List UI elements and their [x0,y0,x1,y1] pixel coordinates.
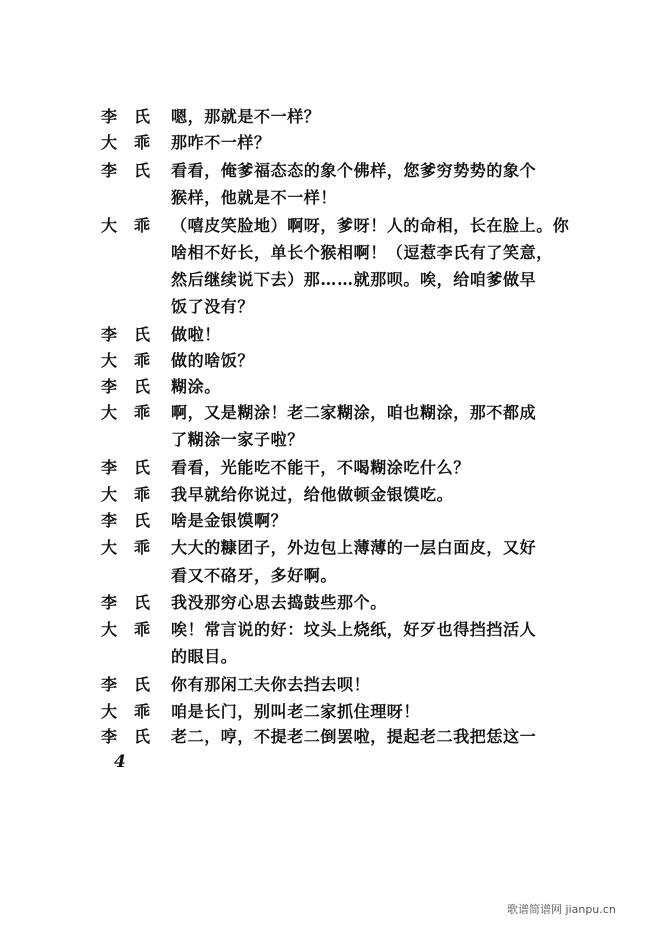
dialogue-line: 大 乖 啊，又是糊涂！老二家糊涂，咱也糊涂，那不都成 [0,398,655,428]
dialogue-continuation [0,292,655,322]
dialogue-line: 李 氏 嗯，那就是不一样？ [0,102,655,132]
dialogue-text: 看又不硌牙，多好啊。 [171,566,338,585]
dialogue-text: 猴样，他就是不一样！ [171,188,338,207]
dialogue-line: 李 氏 做啦！ [0,320,655,350]
dialogue-line: 大 乖 那咋不一样？ [0,128,655,158]
dialogue-continuation [0,265,655,295]
dialogue-continuation [0,642,655,672]
dialogue-continuation [0,425,655,455]
dialogue-line: 大 乖 唉！常言说的好：坟头上烧纸，好歹也得挡挡活人 [0,615,655,645]
dialogue-line: 大 乖 （嘻皮笑脸地）啊呀，爹呀！人的命相，长在脸上。你 [0,211,655,241]
dialogue-text: 的眼目。 [171,647,238,666]
dialogue-text: 你有那闲工夫你去挡去呗！ [171,675,371,694]
dialogue-text: 嗯，那就是不一样？ [171,107,321,126]
dialogue-text: 啥相不好长，单长个猴相啊！（逗惹李氏有了笑意， [171,243,553,262]
dialogue-text: 做的啥饭？ [171,351,255,370]
dialogue-continuation [0,561,655,591]
dialogue-continuation [0,183,655,213]
dialogue-text: 咱是长门，别叫老二家抓住理呀！ [171,702,421,721]
dialogue-text: 然后继续说下去）那……就那呗。唉，给咱爹做早 [171,270,537,289]
page-number: 4 [114,752,126,772]
dialogue-text: 老二，哼，不提老二倒罢啦，提起老二我把恁这一 [171,727,537,746]
dialogue-line: 李 氏 我没那穷心思去捣鼓些那个。 [0,588,655,618]
dialogue-text: 我早就给你说过，给他做顿金银馍吃。 [171,485,454,504]
dialogue-text: 那咋不一样？ [171,133,271,152]
dialogue-text: 糊涂。 [171,377,221,396]
dialogue-text: 了糊涂一家子啦？ [171,430,304,449]
dialogue-text: 做啦！ [171,325,221,344]
dialogue-line: 大 乖 我早就给你说过，给他做顿金银馍吃。 [0,480,655,510]
dialogue-text: 啥是金银馍啊？ [171,511,288,530]
dialogue-continuation [0,238,655,268]
dialogue-text: 看看，光能吃不能干，不喝糊涂吃什么？ [171,458,470,477]
dialogue-line: 大 乖 大大的糠团子，外边包上薄薄的一层白面皮，又好 [0,533,655,563]
dialogue-line: 李 氏 看看，俺爹福态态的象个佛样，您爹穷势势的象个 [0,156,655,186]
dialogue-text: 饭了没有？ [171,297,255,316]
watermark-text: 歌谱简谱网 jianpu.cn [507,903,616,916]
dialogue-text: 看看，俺爹福态态的象个佛样，您爹穷势势的象个 [171,161,537,180]
dialogue-line: 大 乖 做的啥饭？ [0,346,655,376]
dialogue-line: 李 氏 啥是金银馍啊？ [0,506,655,536]
dialogue-line: 李 氏 老二，哼，不提老二倒罢啦，提起老二我把恁这一 [0,722,655,752]
dialogue-text: 我没那穷心思去捣鼓些那个。 [171,593,387,612]
dialogue-line: 大 乖 咱是长门，别叫老二家抓住理呀！ [0,697,655,727]
dialogue-text: 大大的糠团子，外边包上薄薄的一层白面皮，又好 [171,538,537,557]
dialogue-line: 李 氏 看看，光能吃不能干，不喝糊涂吃什么？ [0,453,655,483]
dialogue-text: 啊，又是糊涂！老二家糊涂，咱也糊涂，那不都成 [171,403,537,422]
dialogue-line: 李 氏 你有那闲工夫你去挡去呗！ [0,670,655,700]
dialogue-line: 李 氏 糊涂。 [0,372,655,402]
dialogue-text: 唉！常言说的好：坟头上烧纸，好歹也得挡挡活人 [171,620,537,639]
dialogue-text: （嘻皮笑脸地）啊呀，爹呀！人的命相，长在脸上。你 [171,216,570,235]
